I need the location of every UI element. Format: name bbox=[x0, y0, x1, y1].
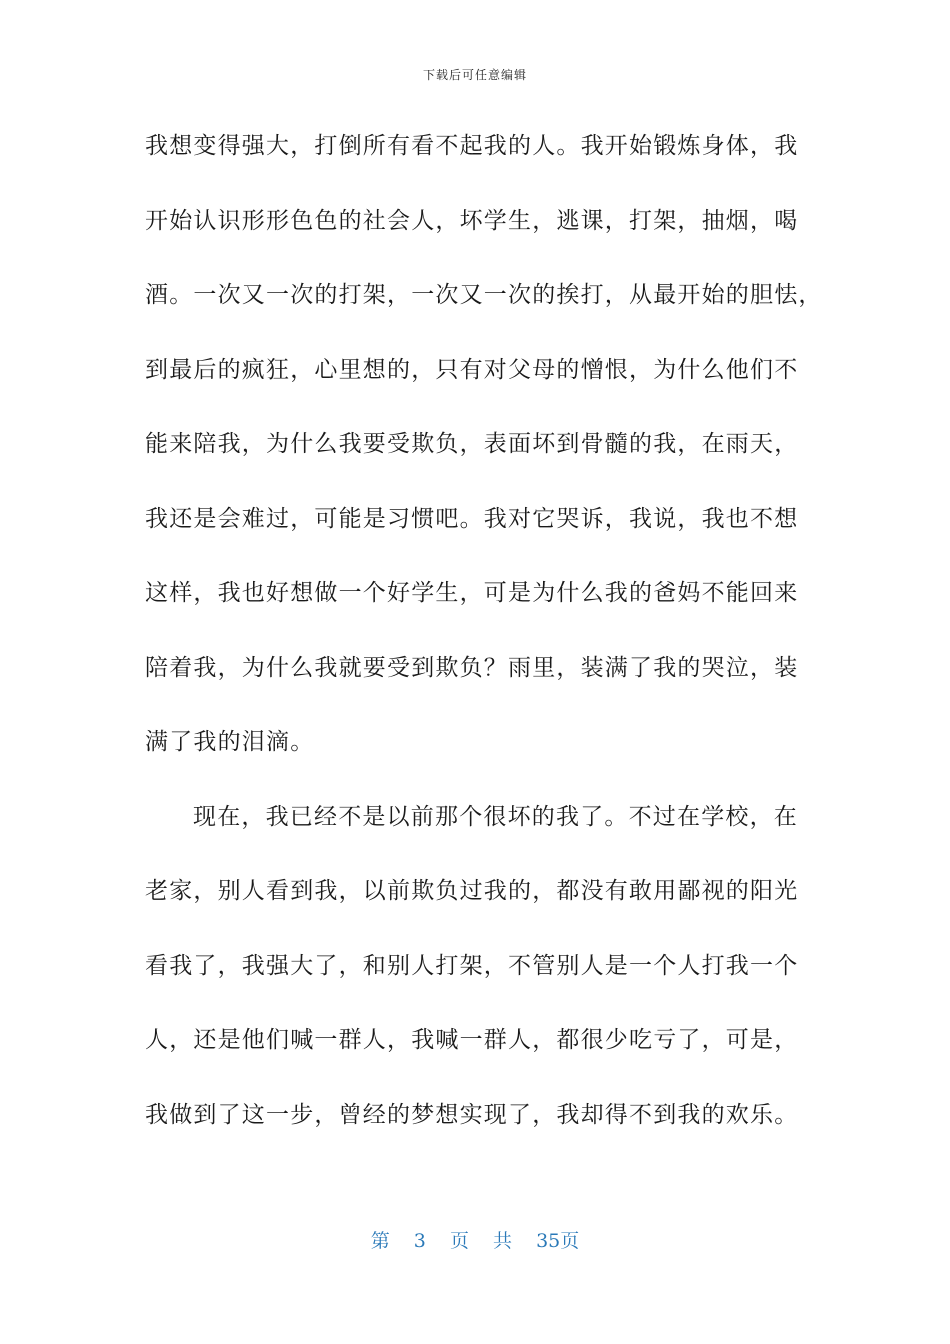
body-line: 这样，我也好想做一个好学生，可是为什么我的爸妈不能回来 bbox=[145, 580, 799, 606]
body-line: 能来陪我，为什么我要受欺负，表面坏到骨髓的我，在雨天， bbox=[145, 431, 799, 457]
body-line: 人，还是他们喊一群人，我喊一群人，都很少吃亏了，可是， bbox=[145, 1027, 799, 1053]
body-line: 我想变得强大，打倒所有看不起我的人。我开始锻炼身体，我 bbox=[145, 133, 799, 159]
total-label: 共 bbox=[493, 1230, 513, 1252]
page-header-note: 下载后可任意编辑 bbox=[422, 68, 527, 82]
body-line: 看我了，我强大了，和别人打架，不管别人是一个人打我一个 bbox=[145, 952, 799, 979]
body-line: 到最后的疯狂，心里想的，只有对父母的憎恨，为什么他们不 bbox=[145, 356, 799, 383]
body-line: 开始认识形形色色的社会人，坏学生，逃课，打架，抽烟，喝 bbox=[145, 207, 799, 234]
current-page-number: 3 bbox=[413, 1230, 426, 1252]
page-prefix: 第 bbox=[370, 1230, 390, 1252]
total-pages: 35页 bbox=[536, 1230, 580, 1252]
document-body bbox=[145, 128, 823, 1171]
page-number-footer bbox=[0, 1226, 950, 1253]
body-line: 我做到了这一步，曾经的梦想实现了，我却得不到我的欢乐。 bbox=[145, 1101, 799, 1128]
body-line: 陪着我，为什么我就要受到欺负？雨里，装满了我的哭泣，装 bbox=[145, 654, 799, 681]
page-word: 页 bbox=[449, 1230, 469, 1252]
paragraph-first-line: 现在，我已经不是以前那个很坏的我了。不过在学校，在 bbox=[193, 803, 798, 830]
body-line: 老家，别人看到我，以前欺负过我的，都没有敢用鄙视的阳光 bbox=[145, 878, 799, 904]
body-line: 满了我的泪滴。 bbox=[145, 729, 315, 755]
body-line: 我还是会难过，可能是习惯吧。我对它哭诉，我说，我也不想 bbox=[145, 505, 799, 532]
body-line: 酒。一次又一次的打架，一次又一次的挨打，从最开始的胆怯， bbox=[145, 282, 823, 308]
